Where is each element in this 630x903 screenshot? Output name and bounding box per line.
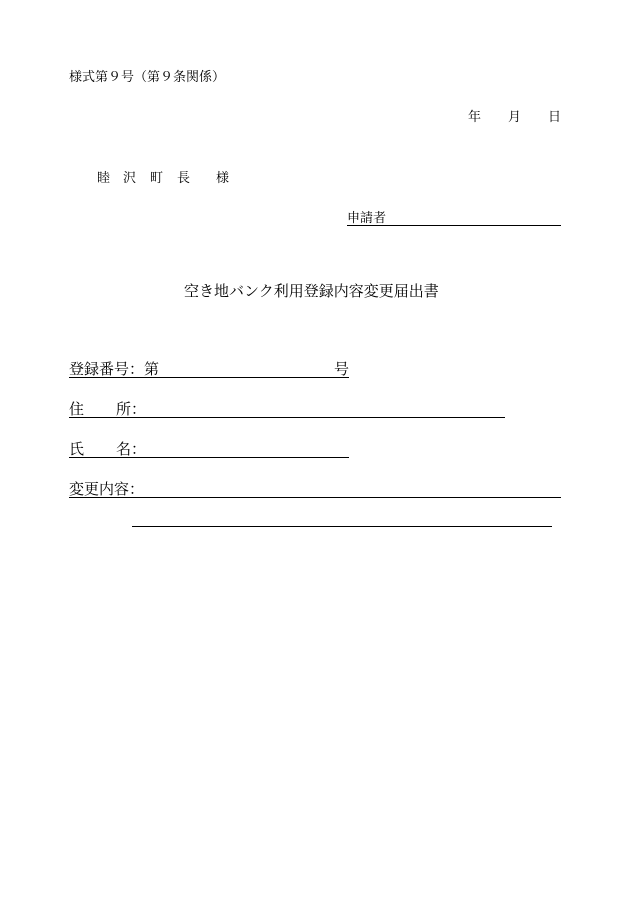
applicant-underline — [347, 225, 561, 226]
address-label-char-1: 住 — [69, 400, 85, 418]
form-number: 様式第９号（第９条関係） — [69, 70, 226, 85]
change-content-underline-2 — [132, 526, 552, 527]
registration-number-suffix: 号 — [334, 360, 350, 378]
applicant-label: 申請者 — [347, 211, 387, 226]
addressee-char-4: 長 — [177, 171, 191, 186]
address-label-char-2: 所： — [116, 400, 147, 418]
address-underline — [69, 417, 505, 418]
change-content-label: 変更内容： — [69, 480, 145, 498]
addressee-char-3: 町 — [150, 171, 164, 186]
addressee-char-2: 沢 — [123, 171, 137, 186]
registration-number-label: 登録番号：第 — [69, 360, 160, 378]
date-year-label: 年 — [468, 110, 482, 125]
name-underline — [69, 457, 349, 458]
registration-number-underline — [69, 377, 349, 378]
date-day-label: 日 — [548, 110, 562, 125]
date-month-label: 月 — [508, 110, 522, 125]
change-content-underline-1 — [69, 497, 561, 498]
name-label-char-1: 氏 — [69, 440, 85, 458]
document-title: 空き地バンク利用登録内容変更届出書 — [184, 282, 439, 300]
addressee-honorific: 様 — [216, 171, 230, 186]
name-label-char-2: 名： — [116, 440, 147, 458]
addressee-char-1: 睦 — [97, 171, 111, 186]
